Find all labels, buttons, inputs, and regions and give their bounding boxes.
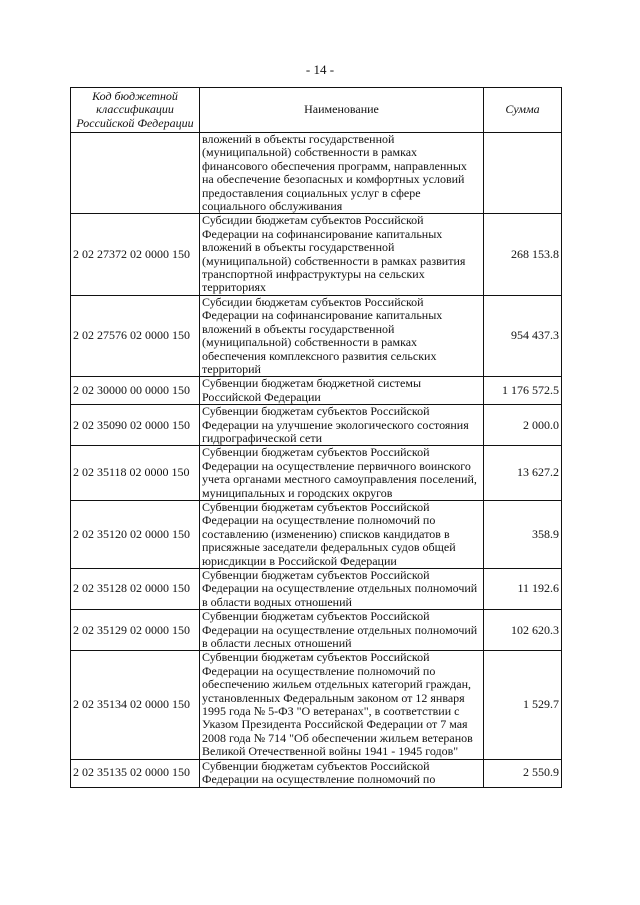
- row-code: 2 02 35120 02 0000 150: [71, 500, 200, 568]
- row-code: [71, 133, 200, 214]
- header-code: Код бюджетной классификации Российской Федерации: [71, 88, 200, 133]
- row-code: 2 02 27372 02 0000 150: [71, 214, 200, 295]
- row-sum: 2 000.0: [484, 405, 562, 446]
- row-sum: 1 529.7: [484, 651, 562, 759]
- header-sum: Сумма: [484, 88, 562, 133]
- row-sum: 102 620.3: [484, 610, 562, 651]
- row-name: Субвенции бюджетам субъектов Российской Федерации на осуществление полномочий по обеспечению жильем отдельных категорий граждан, установленных Федеральным законом от 12 января 1995 года № 5-ФЗ "О ветеранах", в соответствии с Указом Президента Российской Федерации от 7 мая 2008 года № 714 "Об обеспечении жильем ветеранов Великой Отечественной войны 1941 - 1945 годов": [200, 651, 484, 759]
- row-sum: 268 153.8: [484, 214, 562, 295]
- row-sum: 954 437.3: [484, 295, 562, 376]
- row-code: 2 02 35128 02 0000 150: [71, 569, 200, 610]
- table-header-row: [71, 88, 562, 133]
- row-name: Субвенции бюджетам субъектов Российской Федерации на осуществление отдельных полномочий в области лесных отношений: [200, 610, 484, 651]
- header-name: Наименование: [200, 88, 484, 133]
- page-number: - 14 -: [305, 62, 335, 77]
- row-sum: 2 550.9: [484, 759, 562, 787]
- row-code: 2 02 27576 02 0000 150: [71, 295, 200, 376]
- table-row: [71, 214, 562, 295]
- row-name: Субвенции бюджетам бюджетной системы Российской Федерации: [200, 377, 484, 405]
- row-name: Субвенции бюджетам субъектов Российской Федерации на осуществление первичного воинского учета органами местного самоуправления поселений, муниципальных и городских округов: [200, 446, 484, 501]
- table-row: [71, 610, 562, 651]
- row-code: 2 02 35135 02 0000 150: [71, 759, 200, 787]
- table-row: [71, 651, 562, 759]
- row-name: Субсидии бюджетам субъектов Российской Федерации на софинансирование капитальных вложений в объекты государственной (муниципальной) собственности в рамках обеспечения комплексного развития сельских территорий: [200, 295, 484, 376]
- row-code: 2 02 35118 02 0000 150: [71, 446, 200, 501]
- table-row: [71, 500, 562, 568]
- row-name: Субвенции бюджетам субъектов Российской Федерации на осуществление полномочий по составлению (изменению) списков кандидатов в присяжные заседатели федеральных судов общей юрисдикции в Российской Федерации: [200, 500, 484, 568]
- row-code: 2 02 30000 00 0000 150: [71, 377, 200, 405]
- table-row: [71, 405, 562, 446]
- row-code: 2 02 35134 02 0000 150: [71, 651, 200, 759]
- row-sum: 358.9: [484, 500, 562, 568]
- row-name: Субвенции бюджетам субъектов Российской Федерации на осуществление полномочий по: [200, 759, 484, 787]
- table-row: [71, 446, 562, 501]
- table-row: [71, 133, 562, 214]
- row-name: Субвенции бюджетам субъектов Российской Федерации на осуществление отдельных полномочий в области водных отношений: [200, 569, 484, 610]
- table-row: [71, 295, 562, 376]
- row-sum: 13 627.2: [484, 446, 562, 501]
- row-name: Субвенции бюджетам субъектов Российской Федерации на улучшение экологического состояния гидрографической сети: [200, 405, 484, 446]
- row-sum: [484, 133, 562, 214]
- row-sum: 1 176 572.5: [484, 377, 562, 405]
- row-code: 2 02 35129 02 0000 150: [71, 610, 200, 651]
- row-sum: 11 192.6: [484, 569, 562, 610]
- table-row: [71, 377, 562, 405]
- row-name: Субсидии бюджетам субъектов Российской Федерации на софинансирование капитальных вложений в объекты государственной (муниципальной) собственности в рамках развития транспортной инфраструктуры на сельских территориях: [200, 214, 484, 295]
- table-row: [71, 759, 562, 787]
- row-code: 2 02 35090 02 0000 150: [71, 405, 200, 446]
- table-row: [71, 569, 562, 610]
- budget-table: [70, 87, 562, 788]
- row-name: вложений в объекты государственной (муниципальной) собственности в рамках финансового обеспечения программ, направленных на обеспечение безопасных и комфортных условий предоставления социальных услуг в сфере социального обслуживания: [200, 133, 484, 214]
